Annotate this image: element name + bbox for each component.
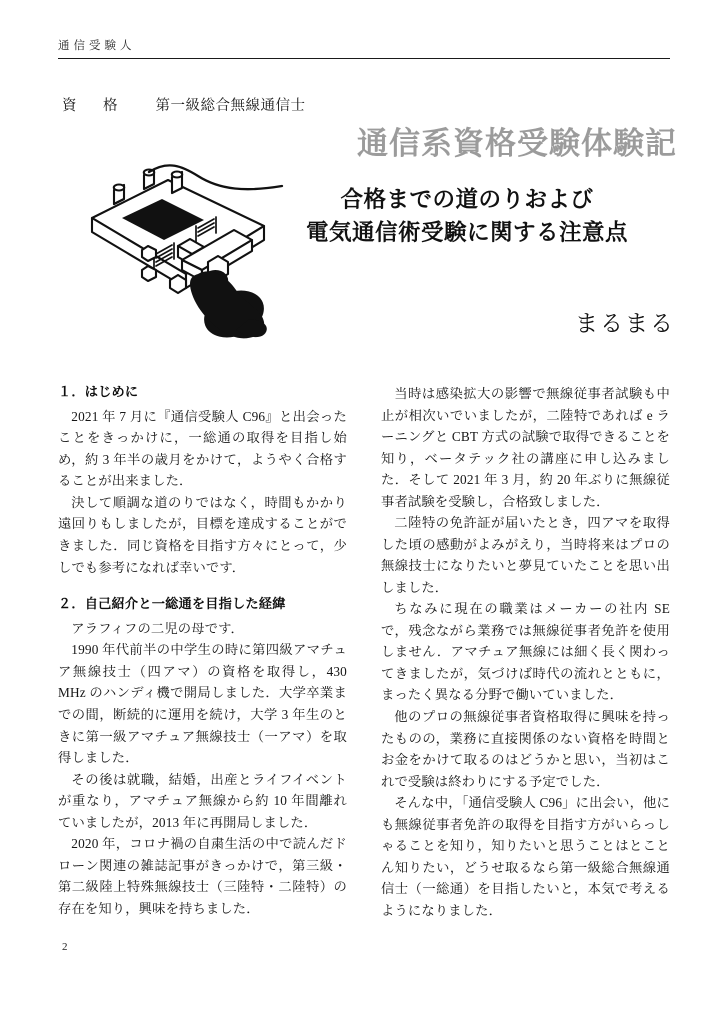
- qualification-line: [62, 94, 306, 115]
- section-2-paragraph-1: アラフィフの二児の母です．: [71, 620, 244, 636]
- running-header: [58, 40, 670, 59]
- header-divider: [58, 58, 670, 59]
- section-1-paragraph-1: 2021 年 7 月に『通信受験人 C96』と出会ったことをきっかけに，一総通の取得を目指し始め，約 3 年半の歳月をかけて，ようやく合格することが出来ました．: [58, 408, 347, 489]
- headline-line-2: 電気通信術受験に関する注意点: [305, 219, 628, 245]
- right-column: [381, 383, 670, 928]
- author-byline: まるまる: [575, 311, 675, 336]
- series-title: 通信系資格受験体験記: [357, 126, 677, 161]
- left-column: [58, 383, 347, 928]
- telegraph-key-illustration: [86, 162, 318, 358]
- section-2-paragraph-2: 1990 年代前半の中学生の時に第四級アマチュア無線技士（四アマ）の資格を取得し，430 MHz のハンディ機で開局しました．大学卒業までの間，断続的に運用を続け，大学 3 年生のときに第一級アマチュア無線技士（一アマ）を取得しました．: [58, 642, 347, 766]
- page-number: 2: [62, 941, 68, 953]
- running-header-text: 通信受験人: [58, 40, 136, 52]
- right-paragraph-2: 二陸特の免許証が届いたとき，四アマを取得した頃の感動がよみがえり，当時将来はプロの無線技士になりたいと夢見ていたことを思い出しました．: [381, 515, 670, 595]
- article-headline: [257, 184, 677, 249]
- right-paragraph-1: 当時は感染拡大の影響で無線従事者試験も中止が相次いでいましたが，二陸特であれば e ラーニングと CBT 方式の試験で取得できることを知り，ベータテック社の講座に申し込みました．そして 2021 年 3 月，約 20 年ぶりに無線従事者試験を受験し，合格致しました．: [381, 386, 670, 509]
- right-paragraph-3: ちなみに現在の職業はメーカーの社内 SE で，残念ながら業務では無線従事者免許を使用しません．アマチュア無線には細く長く関わってきましたが，気づけば時代の流れとともに，まったく異なる分野で働いていました．: [381, 601, 670, 703]
- qualification-label: 資 格: [62, 98, 124, 114]
- key-knob: [190, 265, 271, 346]
- right-paragraph-5: そんな中，「通信受験人 C96」に出会い，他にも無線従事者免許の取得を目指す方がいらっしゃることを知り，知りたいと思うことはとことん知りたい，どうせ取るなら第一級総合無線通信士（一総通）を目指したいと，本気で考えるようになりました．: [381, 795, 670, 918]
- section-2-paragraph-4: 2020 年，コロナ禍の自粛生活の中で読んだドローン関連の雑誌記事がきっかけで，第三級・第二級陸上特殊無線技士（三陸特・二陸特）の存在を知り，興味を持ちました．: [58, 836, 347, 916]
- section-1-heading: １．はじめに: [58, 385, 139, 400]
- section-1-paragraph-2: 決して順調な道のりではなく，時間もかかり遠回りもしましたが，目標を達成することができました．同じ資格を目指す方々にとって，少しでも参考になれば幸いです．: [58, 494, 347, 575]
- body-columns: [58, 383, 670, 928]
- right-paragraph-4: 他のプロの無線従事者資格取得に興味を持ったものの，業務に直接関係のない資格を時間とお金をかけて取るのはどうかと思い，当初はこれで受験は終わりにする予定でした．: [381, 708, 670, 789]
- section-2-heading: ２．自己紹介と一総通を目指した経緯: [58, 597, 286, 613]
- section-2-paragraph-3: その後は就職，結婚，出産とライフイベントが重なり，アマチュア無線から約 10 年間離れていましたが，2013 年に再開局しました．: [58, 771, 347, 830]
- telegraph-key-svg: [86, 162, 318, 358]
- qualification-value: 第一級総合無線通信士: [155, 98, 306, 114]
- headline-line-1: 合格までの道のりおよび: [340, 187, 594, 212]
